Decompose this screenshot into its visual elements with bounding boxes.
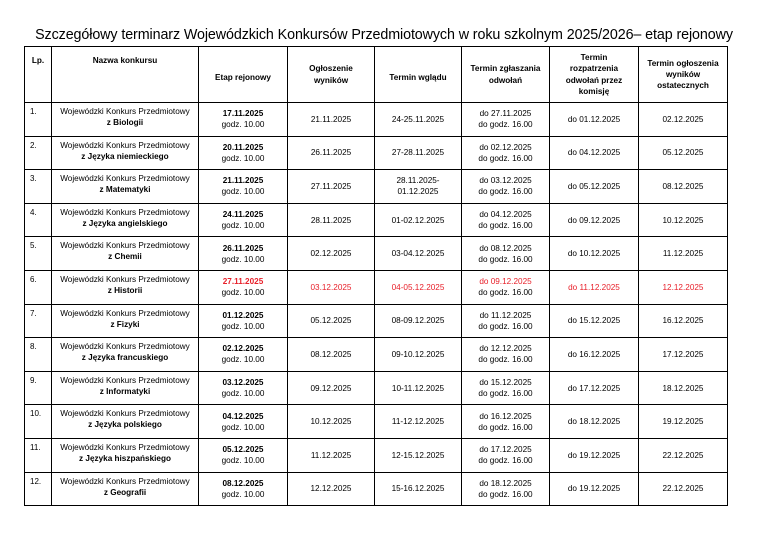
final-results-date: 10.12.2025 xyxy=(639,203,728,237)
commission-deadline: do 19.12.2025 xyxy=(550,472,639,506)
final-results-date: 22.12.2025 xyxy=(639,438,728,472)
appeal-deadline: do 12.12.2025 do godz. 16.00 xyxy=(462,338,550,372)
table-row xyxy=(25,136,728,170)
final-results-date: 12.12.2025 xyxy=(639,270,728,304)
row-number: 4. xyxy=(25,203,52,237)
commission-deadline: do 05.12.2025 xyxy=(550,170,639,204)
contest-name: Wojewódzki Konkurs Przedmiotowy z Fizyki xyxy=(52,304,199,338)
review-date: 28.11.2025- 01.12.2025 xyxy=(375,170,462,204)
contest-name: Wojewódzki Konkurs Przedmiotowy z Języka niemieckiego xyxy=(52,136,199,170)
row-number: 2. xyxy=(25,136,52,170)
results-date: 11.12.2025 xyxy=(288,438,375,472)
commission-deadline: do 10.12.2025 xyxy=(550,237,639,271)
results-date: 27.11.2025 xyxy=(288,170,375,204)
results-date: 03.12.2025 xyxy=(288,270,375,304)
row-number: 8. xyxy=(25,338,52,372)
results-date: 26.11.2025 xyxy=(288,136,375,170)
final-results-date: 02.12.2025 xyxy=(639,103,728,137)
appeal-deadline: do 16.12.2025 do godz. 16.00 xyxy=(462,405,550,439)
stage-date: 24.11.2025 godz. 10.00 xyxy=(199,203,288,237)
row-number: 12. xyxy=(25,472,52,506)
header-review: Termin wglądu xyxy=(375,47,462,103)
final-results-date: 08.12.2025 xyxy=(639,170,728,204)
final-results-date: 19.12.2025 xyxy=(639,405,728,439)
appeal-deadline: do 27.11.2025 do godz. 16.00 xyxy=(462,103,550,137)
stage-date: 17.11.2025 godz. 10.00 xyxy=(199,103,288,137)
stage-date: 03.12.2025 godz. 10.00 xyxy=(199,371,288,405)
table-row xyxy=(25,270,728,304)
row-number: 7. xyxy=(25,304,52,338)
stage-date: 01.12.2025 godz. 10.00 xyxy=(199,304,288,338)
commission-deadline: do 19.12.2025 xyxy=(550,438,639,472)
commission-deadline: do 11.12.2025 xyxy=(550,270,639,304)
table-row xyxy=(25,405,728,439)
review-date: 11-12.12.2025 xyxy=(375,405,462,439)
final-results-date: 17.12.2025 xyxy=(639,338,728,372)
row-number: 11. xyxy=(25,438,52,472)
row-number: 5. xyxy=(25,237,52,271)
table-row xyxy=(25,472,728,506)
commission-deadline: do 15.12.2025 xyxy=(550,304,639,338)
contest-name: Wojewódzki Konkurs Przedmiotowy z Języka francuskiego xyxy=(52,338,199,372)
document-title: Szczegółowy terminarz Wojewódzkich Konkursów Przedmiotowych w roku szkolnym 2025/2026– etap rejonowy xyxy=(35,27,733,43)
review-date: 12-15.12.2025 xyxy=(375,438,462,472)
results-date: 02.12.2025 xyxy=(288,237,375,271)
row-number: 6. xyxy=(25,270,52,304)
contest-name: Wojewódzki Konkurs Przedmiotowy z Języka hiszpańskiego xyxy=(52,438,199,472)
header-results: Ogłoszenie wyników xyxy=(288,47,375,103)
contest-name: Wojewódzki Konkurs Przedmiotowy z Języka polskiego xyxy=(52,405,199,439)
row-number: 3. xyxy=(25,170,52,204)
header-stage: Etap rejonowy xyxy=(199,47,288,103)
review-date: 03-04.12.2025 xyxy=(375,237,462,271)
final-results-date: 16.12.2025 xyxy=(639,304,728,338)
appeal-deadline: do 03.12.2025 do godz. 16.00 xyxy=(462,170,550,204)
table-row xyxy=(25,103,728,137)
review-date: 08-09.12.2025 xyxy=(375,304,462,338)
stage-date: 05.12.2025 godz. 10.00 xyxy=(199,438,288,472)
header-name: Nazwa konkursu xyxy=(52,47,199,103)
table-row xyxy=(25,438,728,472)
row-number: 9. xyxy=(25,371,52,405)
appeal-deadline: do 08.12.2025 do godz. 16.00 xyxy=(462,237,550,271)
table-body xyxy=(25,103,728,506)
contest-name: Wojewódzki Konkurs Przedmiotowy z Historii xyxy=(52,270,199,304)
contest-name: Wojewódzki Konkurs Przedmiotowy z Geografii xyxy=(52,472,199,506)
appeal-deadline: do 09.12.2025 do godz. 16.00 xyxy=(462,270,550,304)
header-lp: Lp. xyxy=(25,47,52,103)
contest-name: Wojewódzki Konkurs Przedmiotowy z Języka angielskiego xyxy=(52,203,199,237)
stage-date: 27.11.2025 godz. 10.00 xyxy=(199,270,288,304)
header-final: Termin ogłoszenia wyników ostatecznych xyxy=(639,47,728,103)
results-date: 28.11.2025 xyxy=(288,203,375,237)
appeal-deadline: do 18.12.2025 do godz. 16.00 xyxy=(462,472,550,506)
stage-date: 08.12.2025 godz. 10.00 xyxy=(199,472,288,506)
results-date: 21.11.2025 xyxy=(288,103,375,137)
appeal-deadline: do 02.12.2025 do godz. 16.00 xyxy=(462,136,550,170)
contest-name: Wojewódzki Konkurs Przedmiotowy z Informatyki xyxy=(52,371,199,405)
commission-deadline: do 16.12.2025 xyxy=(550,338,639,372)
header-row xyxy=(25,47,728,103)
stage-date: 21.11.2025 godz. 10.00 xyxy=(199,170,288,204)
review-date: 04-05.12.2025 xyxy=(375,270,462,304)
final-results-date: 11.12.2025 xyxy=(639,237,728,271)
commission-deadline: do 18.12.2025 xyxy=(550,405,639,439)
appeal-deadline: do 11.12.2025 do godz. 16.00 xyxy=(462,304,550,338)
stage-date: 02.12.2025 godz. 10.00 xyxy=(199,338,288,372)
contest-name: Wojewódzki Konkurs Przedmiotowy z Matematyki xyxy=(52,170,199,204)
table-row xyxy=(25,338,728,372)
final-results-date: 18.12.2025 xyxy=(639,371,728,405)
review-date: 01-02.12.2025 xyxy=(375,203,462,237)
contest-name: Wojewódzki Konkurs Przedmiotowy z Biologii xyxy=(52,103,199,137)
final-results-date: 22.12.2025 xyxy=(639,472,728,506)
review-date: 09-10.12.2025 xyxy=(375,338,462,372)
commission-deadline: do 17.12.2025 xyxy=(550,371,639,405)
results-date: 10.12.2025 xyxy=(288,405,375,439)
stage-date: 04.12.2025 godz. 10.00 xyxy=(199,405,288,439)
appeal-deadline: do 04.12.2025 do godz. 16.00 xyxy=(462,203,550,237)
results-date: 05.12.2025 xyxy=(288,304,375,338)
commission-deadline: do 01.12.2025 xyxy=(550,103,639,137)
final-results-date: 05.12.2025 xyxy=(639,136,728,170)
appeal-deadline: do 17.12.2025 do godz. 16.00 xyxy=(462,438,550,472)
row-number: 1. xyxy=(25,103,52,137)
review-date: 15-16.12.2025 xyxy=(375,472,462,506)
table-row xyxy=(25,304,728,338)
schedule-table xyxy=(24,46,728,506)
row-number: 10. xyxy=(25,405,52,439)
table-row xyxy=(25,170,728,204)
results-date: 08.12.2025 xyxy=(288,338,375,372)
stage-date: 20.11.2025 godz. 10.00 xyxy=(199,136,288,170)
review-date: 27-28.11.2025 xyxy=(375,136,462,170)
results-date: 09.12.2025 xyxy=(288,371,375,405)
table-row xyxy=(25,237,728,271)
commission-deadline: do 09.12.2025 xyxy=(550,203,639,237)
header-commission: Termin rozpatrzenia odwołań przez komisję xyxy=(550,47,639,103)
review-date: 24-25.11.2025 xyxy=(375,103,462,137)
table-row xyxy=(25,371,728,405)
review-date: 10-11.12.2025 xyxy=(375,371,462,405)
table-row xyxy=(25,203,728,237)
appeal-deadline: do 15.12.2025 do godz. 16.00 xyxy=(462,371,550,405)
commission-deadline: do 04.12.2025 xyxy=(550,136,639,170)
stage-date: 26.11.2025 godz. 10.00 xyxy=(199,237,288,271)
header-appeal: Termin zgłaszania odwołań xyxy=(462,47,550,103)
contest-name: Wojewódzki Konkurs Przedmiotowy z Chemii xyxy=(52,237,199,271)
results-date: 12.12.2025 xyxy=(288,472,375,506)
